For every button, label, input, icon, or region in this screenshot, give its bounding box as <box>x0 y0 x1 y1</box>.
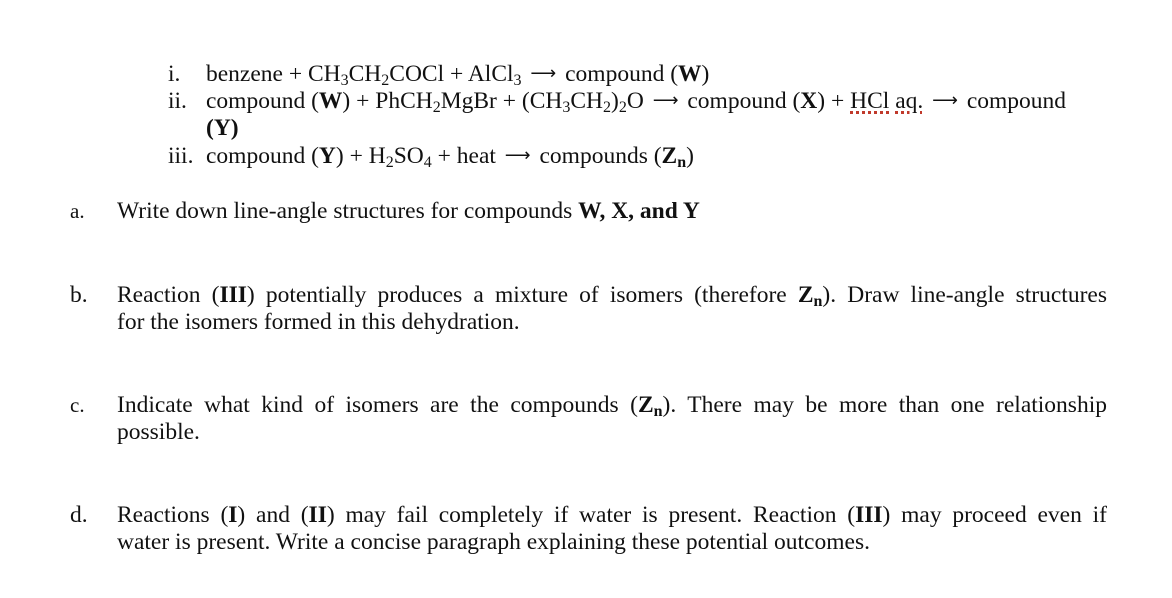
question-text: ) potentially produces a mixture of isomers (therefore <box>246 282 798 308</box>
question-letter: a. <box>70 199 85 223</box>
reaction-text: ) <box>686 143 694 169</box>
question-letter: d. <box>70 502 88 528</box>
compound-label: Z <box>797 282 814 308</box>
subscript: 3 <box>562 99 571 116</box>
reaction-text: CH <box>570 88 603 114</box>
question-text-bold: I <box>228 502 238 528</box>
reaction-text: CH <box>348 61 382 87</box>
question-line <box>117 392 1107 419</box>
reaction-arrow-icon: ⟶ <box>504 145 531 166</box>
reaction-arrow-icon: ⟶ <box>932 90 958 111</box>
subscript: 3 <box>340 72 349 89</box>
question-line: for the isomers formed in this dehydration. <box>117 309 520 335</box>
reaction-number: ii. <box>168 88 187 114</box>
reaction-iii <box>168 143 1118 171</box>
reaction-text: benzene + CH <box>206 61 341 87</box>
compound-label: Z <box>661 143 678 169</box>
reaction-i <box>168 61 1118 89</box>
compound-label: Z <box>637 392 654 418</box>
subscript: 2 <box>618 99 627 116</box>
subscript: 2 <box>385 154 394 171</box>
question-text-bold: III <box>219 282 247 308</box>
reaction-text: compound ( <box>206 88 319 114</box>
question-text: ) may proceed even if <box>882 502 1107 528</box>
question-line <box>117 502 1107 529</box>
question-text-bold: II <box>308 502 327 528</box>
spellcheck-word[interactable]: HCl <box>850 88 890 114</box>
question-letter: c. <box>70 393 85 417</box>
question-text: Reaction ( <box>117 282 220 308</box>
reaction-text: ) + <box>817 88 851 114</box>
question-line <box>117 282 1107 309</box>
question-text-bold: W, X, and Y <box>578 198 700 224</box>
compound-label: Y <box>318 143 336 169</box>
reaction-number: i. <box>168 61 181 87</box>
question-text: ). There may be more than one relationship <box>662 392 1107 418</box>
question-text: ) may fail completely if water is present. Reaction ( <box>326 502 856 528</box>
subscript: 2 <box>432 99 441 116</box>
subscript: n <box>653 403 663 420</box>
subscript: n <box>813 293 823 310</box>
subscript: 2 <box>381 72 390 89</box>
question-body <box>117 198 1107 225</box>
reaction-text: ) <box>701 61 710 87</box>
compound-label: W <box>678 61 702 87</box>
reaction-text: + heat <box>431 143 502 169</box>
subscript: 2 <box>603 99 611 116</box>
reaction-arrow-icon: ⟶ <box>530 63 557 84</box>
reaction-text: MgBr + (CH <box>440 88 563 114</box>
reaction-text: compound ( <box>559 61 679 87</box>
question-text: Indicate what kind of isomers are the compounds ( <box>117 392 638 418</box>
reaction-text: compounds ( <box>533 143 662 169</box>
question-body <box>117 392 1107 446</box>
question-text: ). Draw line-angle structures <box>822 282 1107 308</box>
reaction-text: compound <box>960 88 1067 114</box>
question-line: water is present. Write a concise paragraph explaining these potential outcomes. <box>117 529 870 555</box>
reaction-text: ) <box>611 88 619 114</box>
question-text: ) and ( <box>237 502 309 528</box>
question-text: Write down line-angle structures for compounds <box>117 198 579 224</box>
compound-label: X <box>800 88 818 114</box>
reaction-text: O <box>626 88 644 114</box>
reaction-text: ) + H <box>335 143 386 169</box>
reaction-ii <box>168 88 1118 116</box>
question-text-bold: III <box>855 502 883 528</box>
subscript: 4 <box>423 154 432 171</box>
reaction-text: SO <box>393 143 424 169</box>
reaction-arrow-icon: ⟶ <box>652 90 679 111</box>
reaction-text: compound ( <box>681 88 801 114</box>
subscript: 3 <box>513 72 522 89</box>
question-body <box>117 282 1107 336</box>
question-body <box>117 502 1107 556</box>
question-text: Reactions ( <box>117 502 229 528</box>
reaction-ii-continuation: (Y) <box>206 115 239 141</box>
reaction-number: iii. <box>168 143 194 169</box>
reaction-text: ) + PhCH <box>342 88 433 114</box>
compound-label: W <box>318 88 343 114</box>
subscript: n <box>677 154 687 171</box>
question-line: possible. <box>117 419 200 445</box>
spellcheck-word[interactable]: aq. <box>895 88 924 114</box>
reaction-text: compound ( <box>206 143 319 169</box>
question-letter: b. <box>70 282 88 308</box>
reaction-text: COCl + AlCl <box>389 61 514 87</box>
